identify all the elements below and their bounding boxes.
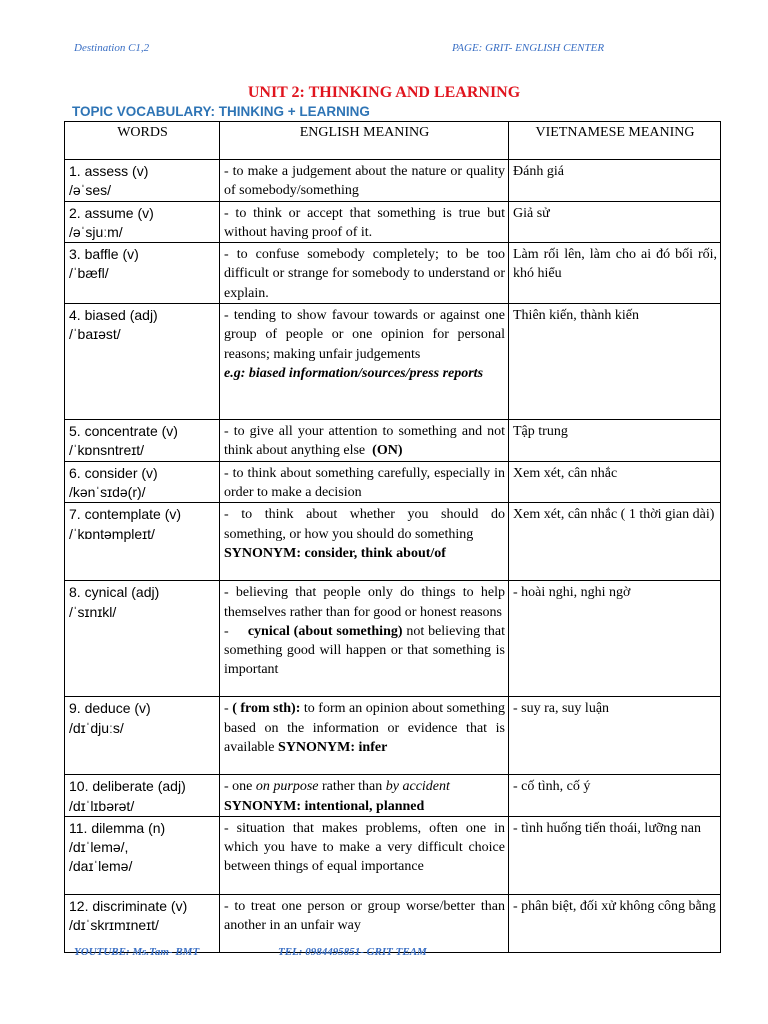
word-cell — [65, 775, 220, 817]
table-header-row — [65, 122, 721, 160]
word-cell — [65, 201, 220, 243]
definition: - one — [224, 779, 253, 795]
word-cell — [65, 304, 220, 420]
table-row — [65, 697, 721, 775]
ipa: /ˈkɒntəmpleɪt/ — [69, 525, 155, 542]
vietnamese-cell: Làm rối lên, làm cho ai đó bối rối, khó hiểu — [509, 243, 721, 304]
word-cell — [65, 816, 220, 894]
usage: cynical (about something) — [247, 623, 403, 639]
vietnamese-cell: - hoài nghi, nghi ngờ — [509, 581, 721, 697]
vietnamese-cell: Giả sử — [509, 201, 721, 243]
definition: to form an opinion about something based on the information or evidence that is available — [224, 701, 506, 755]
word: 8. cynical (adj) — [69, 584, 160, 601]
table-row — [65, 894, 721, 952]
col-vietnamese: VIETNAMESE MEANING — [509, 122, 721, 160]
table-row — [65, 243, 721, 304]
english-cell: - to think or accept that something is true but without having proof of it. — [220, 201, 509, 243]
ipa: /ˈkɒnsntreɪt/ — [69, 442, 145, 459]
english-cell: - to make a judgement about the nature or quality of somebody/something — [220, 160, 509, 202]
word: 4. biased (adj) — [69, 307, 158, 324]
vietnamese-cell: Đánh giá — [509, 160, 721, 202]
word-cell — [65, 503, 220, 581]
vocabulary-table — [64, 121, 721, 953]
word: 12. discriminate (v) — [69, 897, 188, 914]
footer-right: TEL: 0984495851- GRIT TEAM — [278, 946, 427, 958]
word-cell — [65, 243, 220, 304]
word-cell — [65, 461, 220, 503]
word: 6. consider (v) — [69, 464, 158, 481]
english-cell — [220, 581, 509, 697]
page-title: UNIT 2: THINKING AND LEARNING — [247, 84, 521, 101]
english-cell — [220, 697, 509, 775]
table-row — [65, 420, 721, 462]
header-right: PAGE: GRIT- ENGLISH CENTER — [452, 42, 605, 54]
col-words: WORDS — [65, 122, 220, 160]
definition: - tending to show favour towards or against one group of people or one opinion for personal reasons; making unfair judgements — [224, 308, 505, 362]
english-cell — [220, 775, 509, 817]
vietnamese-cell: Xem xét, cân nhắc — [509, 461, 721, 503]
preposition: (ON) — [372, 443, 403, 459]
col-english: ENGLISH MEANING — [220, 122, 509, 160]
vietnamese-cell: - suy ra, suy luận — [509, 697, 721, 775]
english-cell: - situation that makes problems, often one in which you have to make a very difficult choice between things of equal importance — [220, 816, 509, 894]
word-cell — [65, 894, 220, 952]
ipa: /ˈsɪnɪkl/ — [69, 603, 117, 620]
english-cell: - to treat one person or group worse/better than another in an unfair way — [220, 894, 509, 952]
vietnamese-cell: - cố tình, cố ý — [509, 775, 721, 817]
table-row — [65, 503, 721, 581]
definition: - to give all your attention to something and not think about anything else — [224, 424, 505, 459]
word: 11. dilemma (n) — [69, 819, 166, 836]
table-row — [65, 581, 721, 697]
example: e.g: biased information/sources/press reports — [224, 365, 484, 381]
word-cell — [65, 160, 220, 202]
ipa: /dɪˈlemə/, — [69, 839, 129, 856]
synonym: SYNONYM: consider, think about/of — [224, 545, 446, 561]
table-row — [65, 461, 721, 503]
word: 7. contemplate (v) — [69, 506, 182, 523]
emphasis: by accident — [385, 779, 450, 795]
ipa: /əˈses/ — [69, 182, 112, 199]
vietnamese-cell: - phân biệt, đối xử không công bằng — [509, 894, 721, 952]
vietnamese-cell: Tập trung — [509, 420, 721, 462]
dash: - — [224, 623, 229, 639]
word-cell — [65, 420, 220, 462]
definition: - to think about whether you should do something, or how you should do something — [224, 507, 505, 542]
word: 2. assume (v) — [69, 204, 154, 221]
word: 5. concentrate (v) — [69, 423, 178, 440]
ipa: /dɪˈlɪbərət/ — [69, 797, 135, 814]
english-cell — [220, 420, 509, 462]
usage: ( from sth): — [232, 701, 301, 717]
word: 9. deduce (v) — [69, 700, 151, 717]
english-cell: - to think about something carefully, especially in order to make a decision — [220, 461, 509, 503]
word-cell — [65, 581, 220, 697]
english-cell — [220, 503, 509, 581]
vietnamese-cell: Thiên kiến, thành kiến — [509, 304, 721, 420]
ipa: /kənˈsɪdə(r)/ — [69, 483, 146, 500]
word: 1. assess (v) — [69, 163, 149, 179]
table-row — [65, 160, 721, 202]
header-left: Destination C1,2 — [74, 42, 150, 54]
dash: - — [224, 701, 229, 717]
definition-2: not believing that something good will happen or that something is important — [224, 623, 506, 678]
emphasis: on purpose — [255, 779, 319, 795]
synonym: SYNONYM: intentional, planned — [224, 798, 425, 814]
ipa: /dɪˈskrɪmɪneɪt/ — [69, 917, 159, 934]
topic-heading: TOPIC VOCABULARY: THINKING + LEARNING — [72, 104, 370, 119]
table-row — [65, 816, 721, 894]
ipa-alt: /daɪˈlemə/ — [69, 858, 133, 875]
ipa: /dɪˈdjuːs/ — [69, 719, 124, 736]
table-row — [65, 201, 721, 243]
ipa: /əˈsjuːm/ — [69, 223, 123, 240]
english-cell: - to confuse somebody completely; to be too difficult or strange for somebody to understand or explain. — [220, 243, 509, 304]
vietnamese-cell: Xem xét, cân nhắc ( 1 thời gian dài) — [509, 503, 721, 581]
ipa: /ˈbæfl/ — [69, 265, 109, 282]
synonym: SYNONYM: infer — [278, 739, 388, 755]
table-row — [65, 775, 721, 817]
vietnamese-cell: - tình huống tiến thoái, lưỡng nan — [509, 816, 721, 894]
definition: - believing that people only do things to help themselves rather than for good or honest reasons — [224, 585, 505, 620]
footer-left: YOUTUBE: Ms.Tam- BMT — [74, 946, 200, 958]
table-row — [65, 304, 721, 420]
word-cell — [65, 697, 220, 775]
word: 10. deliberate (adj) — [69, 778, 186, 795]
ipa: /ˈbaɪəst/ — [69, 326, 121, 343]
connector: rather than — [322, 779, 383, 795]
word: 3. baffle (v) — [69, 246, 139, 263]
english-cell — [220, 304, 509, 420]
